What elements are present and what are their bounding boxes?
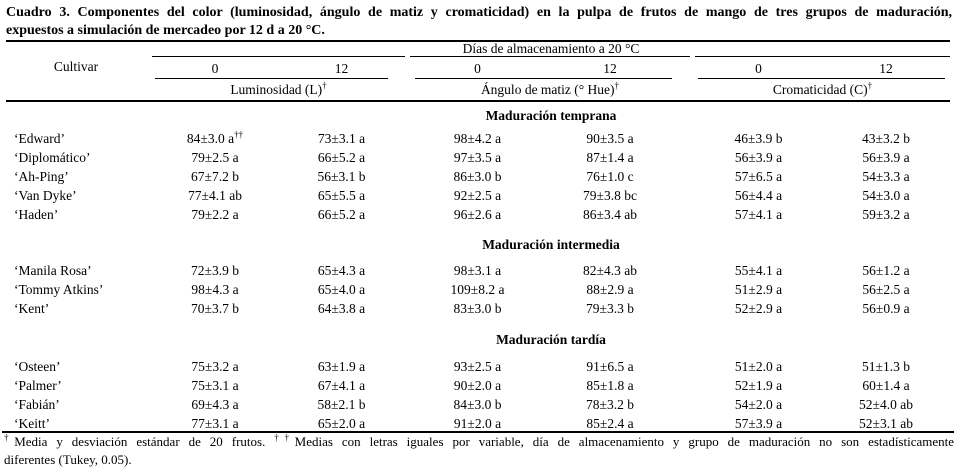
footnote-line1 — [4, 434, 954, 450]
value-cell: 79±3.3 b — [586, 301, 634, 316]
value-cell: 79±3.8 bc — [583, 188, 637, 203]
table-row — [0, 357, 958, 376]
table-row — [0, 376, 958, 395]
value-cell: 52±2.9 a — [734, 301, 783, 316]
value-cell: 52±1.9 a — [734, 378, 783, 393]
value-cell: 69±4.3 a — [191, 397, 239, 412]
value-cell: 52±4.0 ab — [859, 397, 913, 412]
value-cell: 65±4.3 a — [317, 263, 366, 278]
value-cell: 91±6.5 a — [586, 359, 634, 374]
cultivar-cell: ‘Haden’ — [14, 207, 59, 222]
value-cell: 64±3.8 a — [317, 301, 366, 316]
value-cell: 87±1.4 a — [586, 150, 634, 165]
value-cell: 85±2.4 a — [586, 416, 634, 431]
value-cell: 75±3.1 a — [191, 378, 239, 393]
day-col-header-5: 12 — [879, 61, 893, 76]
value-cell: 97±3.5 a — [453, 150, 502, 165]
group-header-chromaticity — [695, 81, 950, 98]
value-cell: 56±3.9 a — [862, 150, 910, 165]
value-cell: 66±5.2 a — [317, 207, 366, 222]
value-cell: 65±5.5 a — [317, 188, 366, 203]
value-cell: 78±3.2 b — [586, 397, 634, 412]
value-cell: 70±3.7 b — [191, 301, 239, 316]
footnote-text: Media y desviación estándar de 20 frutos. — [14, 434, 275, 449]
value-text: 84±3.0 a — [186, 131, 235, 146]
group-header-hue-angle — [410, 81, 690, 98]
value-cell: 55±4.1 a — [734, 263, 783, 278]
value-cell: 56±1.2 a — [862, 263, 910, 278]
value-cell: 77±3.1 a — [191, 416, 239, 431]
value-cell: 46±3.9 b — [734, 131, 783, 146]
value-cell: 76±1.0 c — [586, 169, 634, 184]
value-cell: 98±3.1 a — [453, 263, 502, 278]
rule-under-cols-g1 — [155, 78, 388, 79]
table-title-line2: expuestos a simulación de mercadeo por 12 d a 20 °C. — [6, 23, 325, 38]
value-cell: 51±2.9 a — [734, 282, 783, 297]
table-row — [0, 129, 958, 148]
value-cell: 85±1.8 a — [586, 378, 634, 393]
cultivar-cell: ‘Diplomático’ — [14, 150, 91, 165]
group-header-text: Luminosidad (L) — [230, 82, 323, 97]
value-cell: 59±3.2 a — [862, 207, 910, 222]
cultivar-cell: ‘Manila Rosa’ — [14, 263, 92, 278]
value-cell: 88±2.9 a — [586, 282, 634, 297]
value-cell: 86±3.4 ab — [583, 207, 637, 222]
value-cell: 91±2.0 a — [453, 416, 502, 431]
cultivar-cell: ‘Van Dyke’ — [14, 188, 77, 203]
value-cell: 75±3.2 a — [191, 359, 239, 374]
group-header-luminosity — [152, 81, 405, 98]
cultivar-cell: ‘Keitt’ — [14, 416, 50, 431]
value-cell: 96±2.6 a — [453, 207, 502, 222]
table-title-line1: Cuadro 3. Componentes del color (luminosidad, ángulo de matiz y cromaticidad) en la pulpa de frutos de mango de tres grupos de maduración, — [6, 5, 952, 20]
cultivar-cell: ‘Palmer’ — [14, 378, 62, 393]
value-cell: 79±2.5 a — [191, 150, 239, 165]
value-cell: 92±2.5 a — [453, 188, 502, 203]
dagger-marker: † — [867, 80, 873, 91]
table-row — [0, 167, 958, 186]
cultivar-column-header: Cultivar — [53, 59, 99, 74]
days-storage-header: Días de almacenamiento a 20 °C — [462, 41, 640, 56]
day-col-header-3: 12 — [603, 61, 617, 76]
table-row — [0, 205, 958, 224]
value-cell: 98±4.2 a — [453, 131, 502, 146]
rule-under-days-g1 — [152, 56, 405, 57]
dagger-marker: † — [614, 80, 620, 91]
rule-under-days-g3 — [695, 56, 950, 57]
day-col-header-4: 0 — [755, 61, 762, 76]
value-cell: 66±5.2 a — [317, 150, 366, 165]
value-cell: 57±3.9 a — [734, 416, 783, 431]
value-cell: 52±3.1 ab — [859, 416, 913, 431]
cultivar-cell: ‘Ah-Ping’ — [14, 169, 69, 184]
value-cell: 57±4.1 a — [734, 207, 783, 222]
value-cell: 84±3.0 b — [453, 397, 502, 412]
rule-table-bottom — [2, 431, 954, 433]
value-cell: 65±2.0 a — [317, 416, 366, 431]
rule-under-cols-g2 — [415, 78, 672, 79]
rule-header-bottom — [6, 100, 950, 102]
value-cell: 83±3.0 b — [453, 301, 502, 316]
value-cell: 60±1.4 a — [862, 378, 910, 393]
value-cell: 51±2.0 a — [734, 359, 783, 374]
value-cell: 56±3.1 b — [317, 169, 366, 184]
value-cell: 93±2.5 a — [453, 359, 502, 374]
section-header-intermediate: Maduración intermedia — [482, 237, 620, 252]
day-col-header-0: 0 — [211, 61, 219, 76]
rule-under-days-g2 — [410, 56, 690, 57]
value-cell: 77±4.1 ab — [188, 188, 242, 203]
value-cell: 67±4.1 a — [317, 378, 366, 393]
value-cell: 90±3.5 a — [586, 131, 634, 146]
value-cell: 86±3.0 b — [453, 169, 502, 184]
value-cell: 82±4.3 ab — [583, 263, 637, 278]
dagger-marker: † — [322, 80, 327, 91]
dagger-marker: † — [4, 432, 15, 443]
group-header-text: Cromaticidad (C) — [772, 82, 868, 97]
section-header-late: Maduración tardía — [496, 332, 606, 347]
value-cell: 54±2.0 a — [734, 397, 783, 412]
value-cell: 54±3.3 a — [862, 169, 910, 184]
value-cell: 56±3.9 a — [734, 150, 783, 165]
table-row — [0, 261, 958, 280]
group-header-text: Ángulo de matiz (° Hue) — [480, 82, 615, 97]
value-cell: 51±1.3 b — [862, 359, 910, 374]
value-cell: 63±1.9 a — [317, 359, 366, 374]
cultivar-cell: ‘Kent’ — [14, 301, 50, 316]
value-cell: 67±7.2 b — [191, 169, 239, 184]
table-row — [0, 186, 958, 205]
value-cell: 56±4.4 a — [734, 188, 783, 203]
double-dagger-marker: †† — [234, 129, 244, 140]
value-cell: 56±2.5 a — [862, 282, 910, 297]
value-cell: 73±3.1 a — [317, 131, 366, 146]
cultivar-cell: ‘Tommy Atkins’ — [14, 282, 104, 297]
table-row — [0, 395, 958, 414]
value-cell: 98±4.3 a — [191, 282, 239, 297]
table-row — [0, 299, 958, 318]
value-cell: 65±4.0 a — [317, 282, 366, 297]
footnote-text: Medias con letras iguales por variable, día de almacenamiento y grupo de maduración no son estadísticamente — [294, 434, 955, 449]
cultivar-cell: ‘Edward’ — [14, 131, 65, 146]
value-cell: 90±2.0 a — [453, 378, 502, 393]
value-cell: 58±2.1 b — [317, 397, 366, 412]
section-header-early: Maduración temprana — [485, 108, 617, 123]
value-cell: 57±6.5 a — [734, 169, 783, 184]
day-col-header-2: 0 — [474, 61, 481, 76]
value-cell: 72±3.9 b — [191, 263, 239, 278]
value-cell — [152, 129, 278, 148]
cultivar-cell: ‘Osteen’ — [14, 359, 61, 374]
table-row — [0, 148, 958, 167]
value-cell: 54±3.0 a — [862, 188, 910, 203]
table-row — [0, 280, 958, 299]
value-cell: 56±0.9 a — [862, 301, 910, 316]
double-dagger-marker: †† — [274, 432, 295, 443]
rule-under-cols-g3 — [698, 78, 945, 79]
cultivar-cell: ‘Fabián’ — [14, 397, 60, 412]
value-cell: 43±3.2 b — [862, 131, 910, 146]
day-col-header-1: 12 — [334, 61, 349, 76]
value-cell: 109±8.2 a — [450, 282, 505, 297]
footnote-line2: diferentes (Tukey, 0.05). — [4, 452, 132, 467]
value-cell: 79±2.2 a — [191, 207, 239, 222]
